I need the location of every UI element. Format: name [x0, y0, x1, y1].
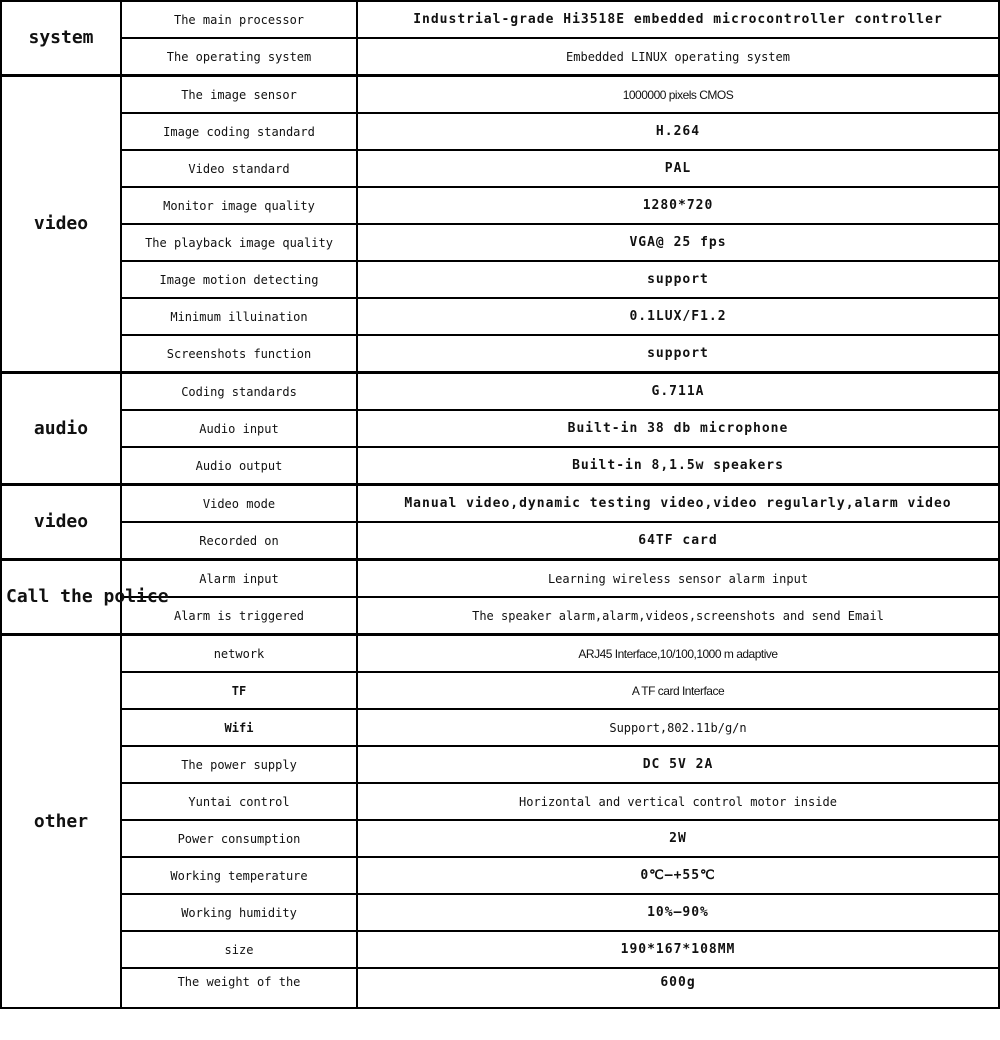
- value-cell: Horizontal and vertical control motor inside: [357, 783, 999, 820]
- value-cell: Built-in 38 db microphone: [357, 410, 999, 447]
- param-cell: The main processor: [121, 1, 357, 38]
- table-row: [1, 150, 999, 187]
- param-cell: Image coding standard: [121, 113, 357, 150]
- value-cell: 1280*720: [357, 187, 999, 224]
- param-cell: Yuntai control: [121, 783, 357, 820]
- param-cell: Audio input: [121, 410, 357, 447]
- value-cell: Manual video,dynamic testing video,video regularly,alarm video: [357, 485, 999, 523]
- value-cell: support: [357, 261, 999, 298]
- value-cell: 10%—90%: [357, 894, 999, 931]
- table-row: [1, 820, 999, 857]
- value-cell: support: [357, 335, 999, 373]
- table-row: [1, 968, 999, 1008]
- table-row: [1, 410, 999, 447]
- table-row: [1, 373, 999, 411]
- table-row: [1, 187, 999, 224]
- param-cell: The operating system: [121, 38, 357, 76]
- table-row: [1, 672, 999, 709]
- value-cell: 600g: [357, 968, 999, 1008]
- table-row: [1, 335, 999, 373]
- category-cell: video: [1, 485, 121, 560]
- table-row: [1, 560, 999, 598]
- param-cell: Monitor image quality: [121, 187, 357, 224]
- category-cell: Call the police: [1, 560, 121, 635]
- table-row: [1, 224, 999, 261]
- param-cell: Video standard: [121, 150, 357, 187]
- value-cell: PAL: [357, 150, 999, 187]
- table-row: [1, 38, 999, 76]
- category-cell: video: [1, 76, 121, 373]
- value-cell: A TF card Interface: [357, 672, 999, 709]
- table-row: [1, 76, 999, 114]
- param-cell: Image motion detecting: [121, 261, 357, 298]
- category-cell: system: [1, 1, 121, 76]
- value-cell: 190*167*108MM: [357, 931, 999, 968]
- param-cell: The weight of the: [121, 968, 357, 1008]
- param-cell: TF: [121, 672, 357, 709]
- param-cell: Coding standards: [121, 373, 357, 411]
- table-row: [1, 709, 999, 746]
- param-cell: The power supply: [121, 746, 357, 783]
- value-cell: Industrial-grade Hi3518E embedded microcontroller controller: [357, 1, 999, 38]
- param-cell: Power consumption: [121, 820, 357, 857]
- param-cell: Recorded on: [121, 522, 357, 560]
- table-row: [1, 894, 999, 931]
- param-cell: Minimum illuination: [121, 298, 357, 335]
- param-cell: Working humidity: [121, 894, 357, 931]
- table-row: [1, 447, 999, 485]
- value-cell: 1000000 pixels CMOS: [357, 76, 999, 114]
- table-row: [1, 746, 999, 783]
- table-row: [1, 857, 999, 894]
- table-row: [1, 1, 999, 38]
- param-cell: The playback image quality: [121, 224, 357, 261]
- table-row: [1, 261, 999, 298]
- table-row: [1, 485, 999, 523]
- table-row: [1, 113, 999, 150]
- table-row: [1, 635, 999, 673]
- param-cell: Video mode: [121, 485, 357, 523]
- value-cell: 2W: [357, 820, 999, 857]
- value-cell: The speaker alarm,alarm,videos,screenshots and send Email: [357, 597, 999, 635]
- value-cell: ARJ45 Interface,10/100,1000 m adaptive: [357, 635, 999, 673]
- value-cell: 0.1LUX/F1.2: [357, 298, 999, 335]
- param-cell: Alarm is triggered: [121, 597, 357, 635]
- value-cell: Learning wireless sensor alarm input: [357, 560, 999, 598]
- table-row: [1, 931, 999, 968]
- value-cell: G.711A: [357, 373, 999, 411]
- value-cell: Built-in 8,1.5w speakers: [357, 447, 999, 485]
- param-cell: network: [121, 635, 357, 673]
- param-cell: Alarm input: [121, 560, 357, 598]
- value-cell: 0℃—+55℃: [357, 857, 999, 894]
- value-cell: Support,802.11b/g/n: [357, 709, 999, 746]
- param-cell: Wifi: [121, 709, 357, 746]
- value-cell: 64TF card: [357, 522, 999, 560]
- category-cell: audio: [1, 373, 121, 485]
- value-cell: Embedded LINUX operating system: [357, 38, 999, 76]
- param-cell: Screenshots function: [121, 335, 357, 373]
- table-row: [1, 522, 999, 560]
- table-row: [1, 783, 999, 820]
- value-cell: H.264: [357, 113, 999, 150]
- param-cell: Working temperature: [121, 857, 357, 894]
- param-cell: size: [121, 931, 357, 968]
- param-cell: The image sensor: [121, 76, 357, 114]
- table-row: [1, 298, 999, 335]
- param-cell: Audio output: [121, 447, 357, 485]
- category-cell: other: [1, 635, 121, 1009]
- value-cell: VGA@ 25 fps: [357, 224, 999, 261]
- value-cell: DC 5V 2A: [357, 746, 999, 783]
